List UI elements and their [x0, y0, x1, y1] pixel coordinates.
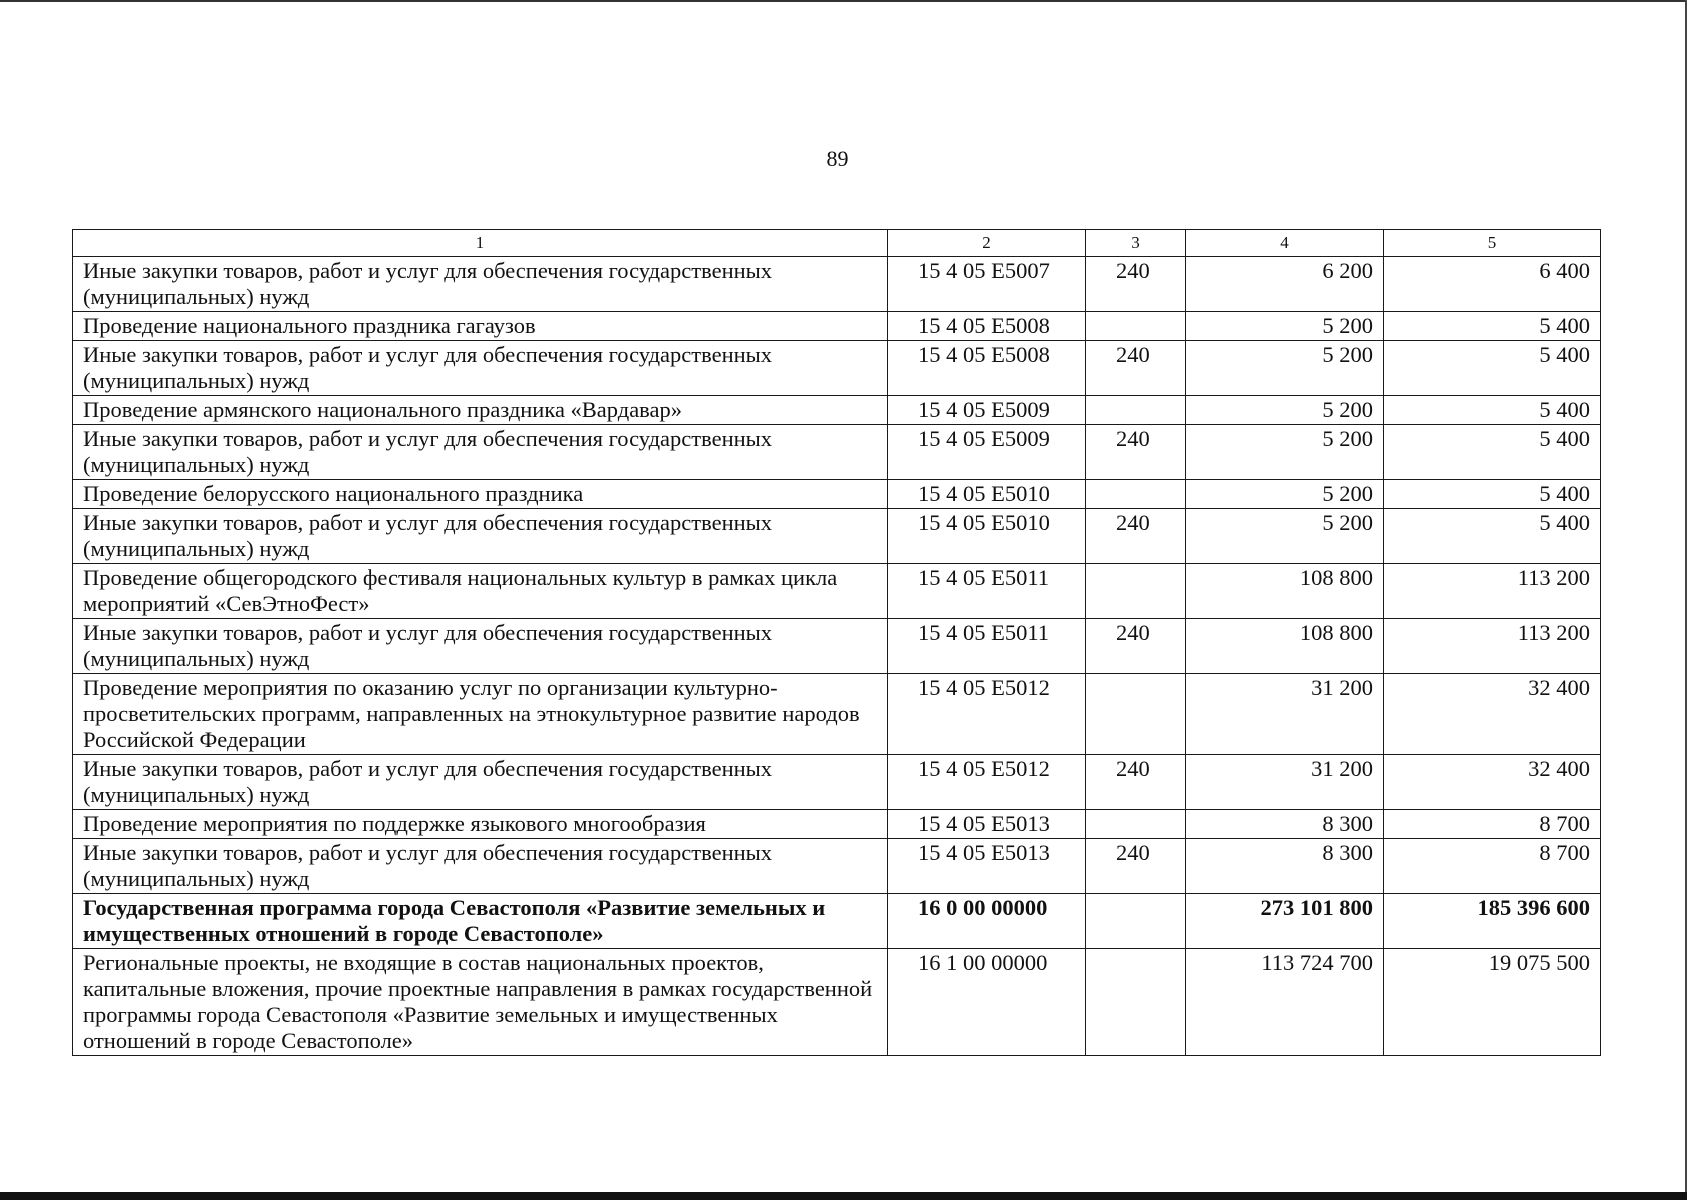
row-code: 15 4 05 E5008 — [888, 341, 1086, 396]
row-amount-col5: 6 400 — [1384, 257, 1601, 312]
row-expense-type — [1086, 949, 1186, 1056]
row-expense-type — [1086, 564, 1186, 619]
row-amount-col5: 5 400 — [1384, 480, 1601, 509]
table-row — [73, 425, 1601, 480]
table-row — [73, 341, 1601, 396]
row-code: 15 4 05 E5012 — [888, 755, 1086, 810]
row-amount-col5: 113 200 — [1384, 619, 1601, 674]
row-amount-col5: 5 400 — [1384, 312, 1601, 341]
row-amount-col5: 185 396 600 — [1384, 894, 1601, 949]
row-amount-col4: 5 200 — [1186, 312, 1384, 341]
row-name: Проведение общегородского фестиваля национальных культур в рамках цикла мероприятий «СевЭтноФест» — [73, 564, 888, 619]
row-amount-col5: 5 400 — [1384, 396, 1601, 425]
table-row-program-total — [73, 894, 1601, 949]
row-name: Проведение национального праздника гагаузов — [73, 312, 888, 341]
page-number: 89 — [826, 146, 849, 171]
row-expense-type: 240 — [1086, 341, 1186, 396]
row-amount-col4: 273 101 800 — [1186, 894, 1384, 949]
row-amount-col4: 113 724 700 — [1186, 949, 1384, 1056]
row-name: Иные закупки товаров, работ и услуг для обеспечения государственных (муниципальных) нужд — [73, 619, 888, 674]
row-code: 16 0 00 00000 — [888, 894, 1086, 949]
row-name: Иные закупки товаров, работ и услуг для обеспечения государственных (муниципальных) нужд — [73, 839, 888, 894]
table-row — [73, 396, 1601, 425]
row-name: Иные закупки товаров, работ и услуг для обеспечения государственных (муниципальных) нужд — [73, 509, 888, 564]
row-code: 15 4 05 E5012 — [888, 674, 1086, 755]
row-expense-type — [1086, 396, 1186, 425]
row-name: Иные закупки товаров, работ и услуг для обеспечения государственных (муниципальных) нужд — [73, 341, 888, 396]
row-name: Иные закупки товаров, работ и услуг для обеспечения государственных (муниципальных) нужд — [73, 755, 888, 810]
table-row — [73, 674, 1601, 755]
row-code: 15 4 05 E5013 — [888, 810, 1086, 839]
row-expense-type — [1086, 674, 1186, 755]
row-amount-col4: 31 200 — [1186, 755, 1384, 810]
row-expense-type: 240 — [1086, 619, 1186, 674]
row-expense-type: 240 — [1086, 839, 1186, 894]
table-row — [73, 509, 1601, 564]
row-amount-col5: 5 400 — [1384, 425, 1601, 480]
row-expense-type — [1086, 894, 1186, 949]
table-row — [73, 839, 1601, 894]
row-code: 15 4 05 E5008 — [888, 312, 1086, 341]
row-name: Иные закупки товаров, работ и услуг для обеспечения государственных (муниципальных) нужд — [73, 257, 888, 312]
row-amount-col5: 32 400 — [1384, 755, 1601, 810]
scan-top-edge — [0, 0, 1687, 2]
row-name: Иные закупки товаров, работ и услуг для обеспечения государственных (муниципальных) нужд — [73, 425, 888, 480]
row-code: 15 4 05 E5011 — [888, 564, 1086, 619]
row-expense-type — [1086, 480, 1186, 509]
row-amount-col5: 32 400 — [1384, 674, 1601, 755]
row-code: 15 4 05 E5013 — [888, 839, 1086, 894]
row-amount-col5: 5 400 — [1384, 509, 1601, 564]
row-code: 15 4 05 E5010 — [888, 480, 1086, 509]
row-amount-col4: 108 800 — [1186, 564, 1384, 619]
row-name: Государственная программа города Севастополя «Развитие земельных и имущественных отношений в городе Севастополе» — [73, 894, 888, 949]
row-code: 16 1 00 00000 — [888, 949, 1086, 1056]
row-amount-col5: 5 400 — [1384, 341, 1601, 396]
row-amount-col4: 5 200 — [1186, 425, 1384, 480]
table-row — [73, 810, 1601, 839]
table-row — [73, 312, 1601, 341]
column-header-4: 4 — [1186, 230, 1384, 257]
row-expense-type: 240 — [1086, 755, 1186, 810]
row-amount-col4: 5 200 — [1186, 341, 1384, 396]
column-header-2: 2 — [888, 230, 1086, 257]
row-name: Проведение армянского национального праздника «Вардавар» — [73, 396, 888, 425]
table-header-row — [73, 230, 1601, 257]
row-amount-col4: 8 300 — [1186, 839, 1384, 894]
row-expense-type: 240 — [1086, 425, 1186, 480]
row-code: 15 4 05 E5010 — [888, 509, 1086, 564]
row-amount-col4: 5 200 — [1186, 509, 1384, 564]
row-amount-col4: 108 800 — [1186, 619, 1384, 674]
table-row — [73, 755, 1601, 810]
column-header-1: 1 — [73, 230, 888, 257]
table-row — [73, 480, 1601, 509]
table-row — [73, 949, 1601, 1056]
row-amount-col4: 5 200 — [1186, 480, 1384, 509]
row-expense-type: 240 — [1086, 257, 1186, 312]
table-row — [73, 564, 1601, 619]
column-header-5: 5 — [1384, 230, 1601, 257]
row-name: Проведение мероприятия по поддержке языкового многообразия — [73, 810, 888, 839]
row-code: 15 4 05 E5009 — [888, 425, 1086, 480]
row-amount-col4: 8 300 — [1186, 810, 1384, 839]
row-amount-col4: 5 200 — [1186, 396, 1384, 425]
budget-table — [72, 229, 1601, 1056]
row-amount-col5: 19 075 500 — [1384, 949, 1601, 1056]
row-code: 15 4 05 E5009 — [888, 396, 1086, 425]
table-row — [73, 257, 1601, 312]
row-code: 15 4 05 E5007 — [888, 257, 1086, 312]
row-amount-col5: 8 700 — [1384, 810, 1601, 839]
column-header-3: 3 — [1086, 230, 1186, 257]
row-expense-type — [1086, 810, 1186, 839]
row-amount-col4: 6 200 — [1186, 257, 1384, 312]
row-name: Региональные проекты, не входящие в состав национальных проектов, капитальные вложения, прочие проектные направления в рамках государственной программы города Севастополя «Развитие земельных и имущественных отношений в городе Севастополе» — [73, 949, 888, 1056]
table-row — [73, 619, 1601, 674]
row-code: 15 4 05 E5011 — [888, 619, 1086, 674]
scan-bottom-edge — [0, 1192, 1687, 1200]
table-body — [73, 257, 1601, 1056]
row-expense-type: 240 — [1086, 509, 1186, 564]
row-name: Проведение белорусского национального праздника — [73, 480, 888, 509]
row-expense-type — [1086, 312, 1186, 341]
row-amount-col4: 31 200 — [1186, 674, 1384, 755]
row-amount-col5: 113 200 — [1384, 564, 1601, 619]
row-name: Проведение мероприятия по оказанию услуг по организации культурно-просветительских программ, направленных на этнокультурное развитие народов Российской Федерации — [73, 674, 888, 755]
row-amount-col5: 8 700 — [1384, 839, 1601, 894]
